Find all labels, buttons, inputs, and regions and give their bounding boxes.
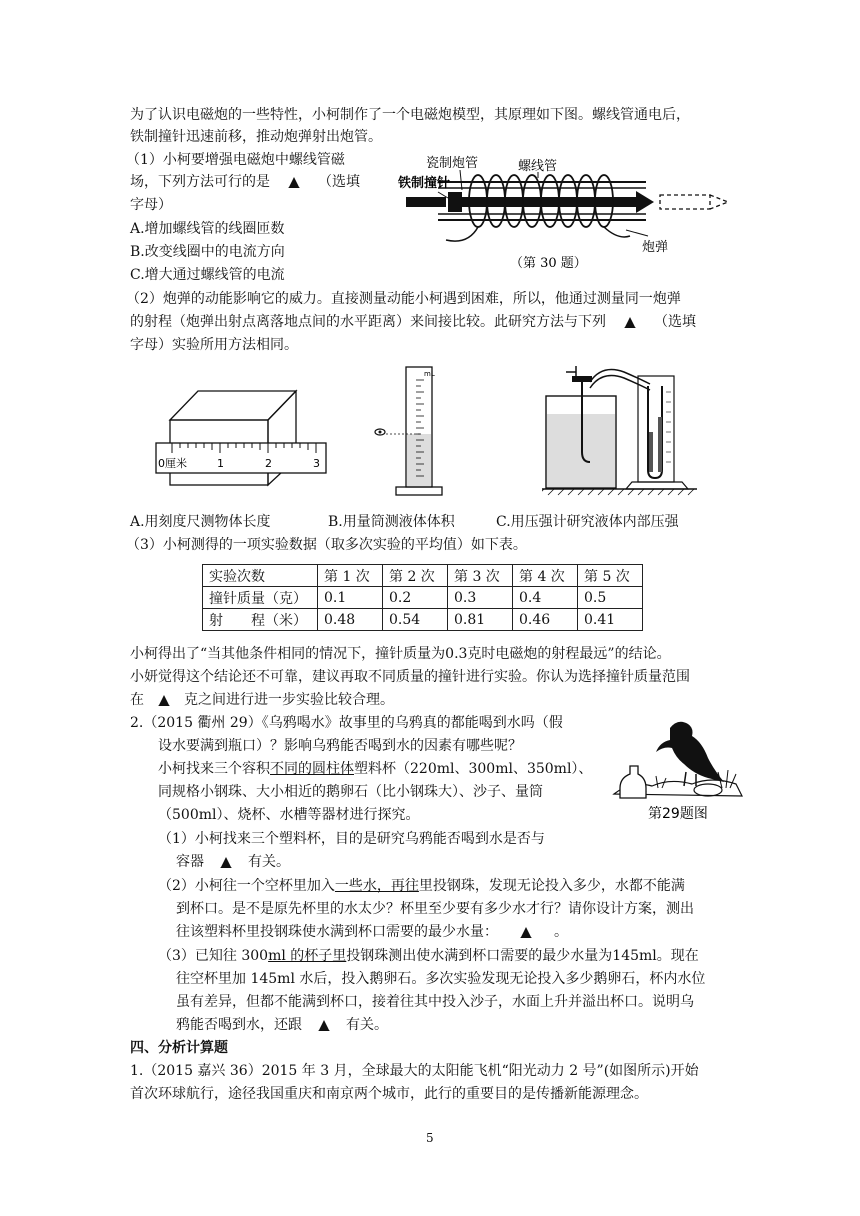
graduated-cylinder-figure — [368, 362, 468, 502]
figure-b-label: B.用量筒测液体体积 — [328, 514, 455, 530]
table-row — [203, 587, 643, 609]
q30-conclusion-line1: 小柯得出了“当其他条件相同的情况下，撞针质量为0.3克时电磁炮的射程最远”的结论。 — [130, 646, 671, 662]
label-solenoid: 螺线管 — [518, 159, 558, 174]
table-cell: 0.4 — [513, 587, 578, 609]
crow-figure-caption: 第29题图 — [648, 806, 708, 822]
q30-part1-line1: （1）小柯要增强电磁炮中螺线管磁 — [126, 152, 345, 168]
figure-c-label: C.用压强计研究液体内部压强 — [496, 514, 679, 530]
table-cell: 0.54 — [383, 609, 448, 631]
q2-line3: 小柯找来三个容积不同的圆柱体塑料杯（220ml、300ml、350ml）、 — [158, 761, 593, 777]
q30-conclusion-line2: 小妍觉得这个结论还不可靠，建议再取不同质量的撞针进行实验。你认为选择撞针质量范围 — [130, 669, 690, 685]
shell-dashed — [660, 195, 728, 209]
table-cell: 第 5 次 — [578, 565, 643, 587]
q2-sub1-line2: 容器 ▲ 有关。 — [176, 854, 290, 870]
q2-line2: 设水要满到瓶口）？影响乌鸦能否喝到水的因素有哪些呢？ — [158, 738, 522, 754]
label-iron-needle: 铁制撞针 — [398, 176, 451, 191]
iron-needle — [448, 192, 462, 212]
cylinder-unit: mL — [424, 370, 435, 378]
table-cell: 第 2 次 — [383, 565, 448, 587]
q30-part3: （3）小柯测得的一项实验数据（取多次实验的平均值）如下表。 — [126, 537, 527, 553]
table-cell: 0.1 — [318, 587, 383, 609]
table-cell: 实验次数 — [203, 565, 318, 587]
q2-sub3-line4: 鸦能否喝到水，还跟 ▲ 有关。 — [176, 1017, 388, 1033]
option-b: B.改变线圈中的电流方向 — [130, 244, 285, 260]
answer-blank: ▲ — [158, 692, 170, 708]
q30-part2-line2: 的射程（炮弹出射点离落地点间的水平距离）来间接比较。此研究方法与下列 ▲ （选填 — [130, 314, 696, 330]
ruler-block-figure — [148, 385, 328, 493]
q30-conclusion-line3: 在 ▲ 克之间进行进一步实验比较合理。 — [130, 692, 394, 708]
ruler-tick-3: 3 — [313, 457, 320, 470]
q2-sub3-line3: 虽有差异，但都不能满到杯口，接着往其中投入沙子，水面上升并溢出杯口。说明乌 — [176, 994, 694, 1010]
option-c: C.增大通过螺线管的电流 — [130, 267, 285, 283]
section-title: 四、分析计算题 — [130, 1040, 228, 1056]
q2-sub3-line2: 往空杯里加 145ml 水后，投入鹅卵石。多次实验发现无论投入多少鹅卵石，杯内水位 — [176, 971, 706, 987]
section4-line1: 1.（2015 嘉兴 36）2015 年 3 月，全球最大的太阳能飞机“阳光动力 2 号”(如图所示)开始 — [130, 1063, 699, 1079]
option-a: A.增加螺线管的线圈匝数 — [130, 221, 285, 237]
q2-sub3-line1: （3）已知往 300ml 的杯子里投钢珠测出使水满到杯口需要的最少水量为145ml。现在 — [158, 948, 699, 964]
ruler-tick-1: 1 — [217, 457, 224, 470]
crow-icon — [656, 722, 724, 782]
table-row — [203, 565, 643, 587]
electromagnetic-gun-diagram — [398, 150, 743, 275]
answer-blank: ▲ — [318, 1017, 330, 1033]
table-cell: 0.41 — [578, 609, 643, 631]
experiment-data-table — [202, 564, 643, 631]
q30-part2-line3: 字母）实验所用方法相同。 — [130, 337, 298, 353]
q2-line5: （500ml）、烧杯、水槽等器材进行探究。 — [158, 807, 420, 823]
section4-line2: 首次环球航行，途径我国重庆和南京两个城市，此行的重要目的是传播新能源理念。 — [130, 1086, 648, 1102]
table-cell: 射 程（米） — [203, 609, 318, 631]
table-cell: 撞针质量（克） — [203, 587, 318, 609]
q30-part1-line3: 字母） — [130, 197, 172, 213]
q2-line1: 2.（2015 衢州 29）《乌鸦喝水》故事里的乌鸦真的都能喝到水吗（假 — [130, 715, 563, 731]
q2-sub2-line3: 往该塑料杯里投钢珠使水满到杯口需要的最少水量： ▲ 。 — [176, 924, 568, 940]
q2-line4: 同规格小钢珠、大小相近的鹅卵石（比小钢珠大）、沙子、量筒 — [158, 784, 543, 800]
label-shell: 炮弹 — [642, 240, 669, 255]
table-cell: 0.5 — [578, 587, 643, 609]
label-porcelain-tube: 瓷制炮管 — [426, 156, 479, 171]
table-cell: 0.2 — [383, 587, 448, 609]
page-number: 5 — [426, 1131, 434, 1145]
table-cell: 0.81 — [448, 609, 513, 631]
q2-sub2-line1: （2）小柯往一个空杯里加入一些水，再往里投钢珠，发现无论投入多少，水都不能满 — [158, 878, 685, 894]
answer-blank: ▲ — [220, 854, 232, 870]
table-cell: 第 3 次 — [448, 565, 513, 587]
crow-figure — [612, 712, 750, 824]
answer-blank: ▲ — [624, 314, 636, 330]
bottle-icon — [620, 766, 646, 798]
table-cell: 第 4 次 — [513, 565, 578, 587]
q30-intro-line2: 铁制撞针迅速前移，推动炮弹射出炮管。 — [130, 129, 382, 145]
table-cell: 0.3 — [448, 587, 513, 609]
table-cell: 0.48 — [318, 609, 383, 631]
pressure-gauge-figure — [542, 362, 697, 497]
q2-sub1-line1: （1）小柯找来三个塑料杯，目的是研究乌鸦能否喝到水是否与 — [158, 831, 545, 847]
answer-blank: ▲ — [520, 924, 532, 940]
table-row — [203, 609, 643, 631]
table-cell: 第 1 次 — [318, 565, 383, 587]
q30-intro-line1: 为了认识电磁炮的一些特性，小柯制作了一个电磁炮模型，其原理如下图。螺线管通电后， — [130, 107, 690, 123]
q2-sub2-line2: 到杯口。是不是原先杯里的水太少？杯里至少要有多少水才行？请你设计方案，测出 — [176, 901, 694, 917]
answer-blank: ▲ — [288, 174, 300, 190]
q30-part2-line1: （2）炮弹的动能影响它的威力。直接测量动能小柯遇到困难，所以，他通过测量同一炮弹 — [126, 291, 681, 307]
ruler-tick-0: 0厘米 — [158, 457, 187, 470]
ruler-tick-2: 2 — [265, 457, 272, 470]
figure-a-label: A.用刻度尺测物体长度 — [130, 514, 271, 530]
q30-part1-line2: 场，下列方法可行的是 ▲ （选填 — [130, 174, 360, 190]
figure30-caption: （第 30 题） — [510, 256, 587, 271]
table-cell: 0.46 — [513, 609, 578, 631]
